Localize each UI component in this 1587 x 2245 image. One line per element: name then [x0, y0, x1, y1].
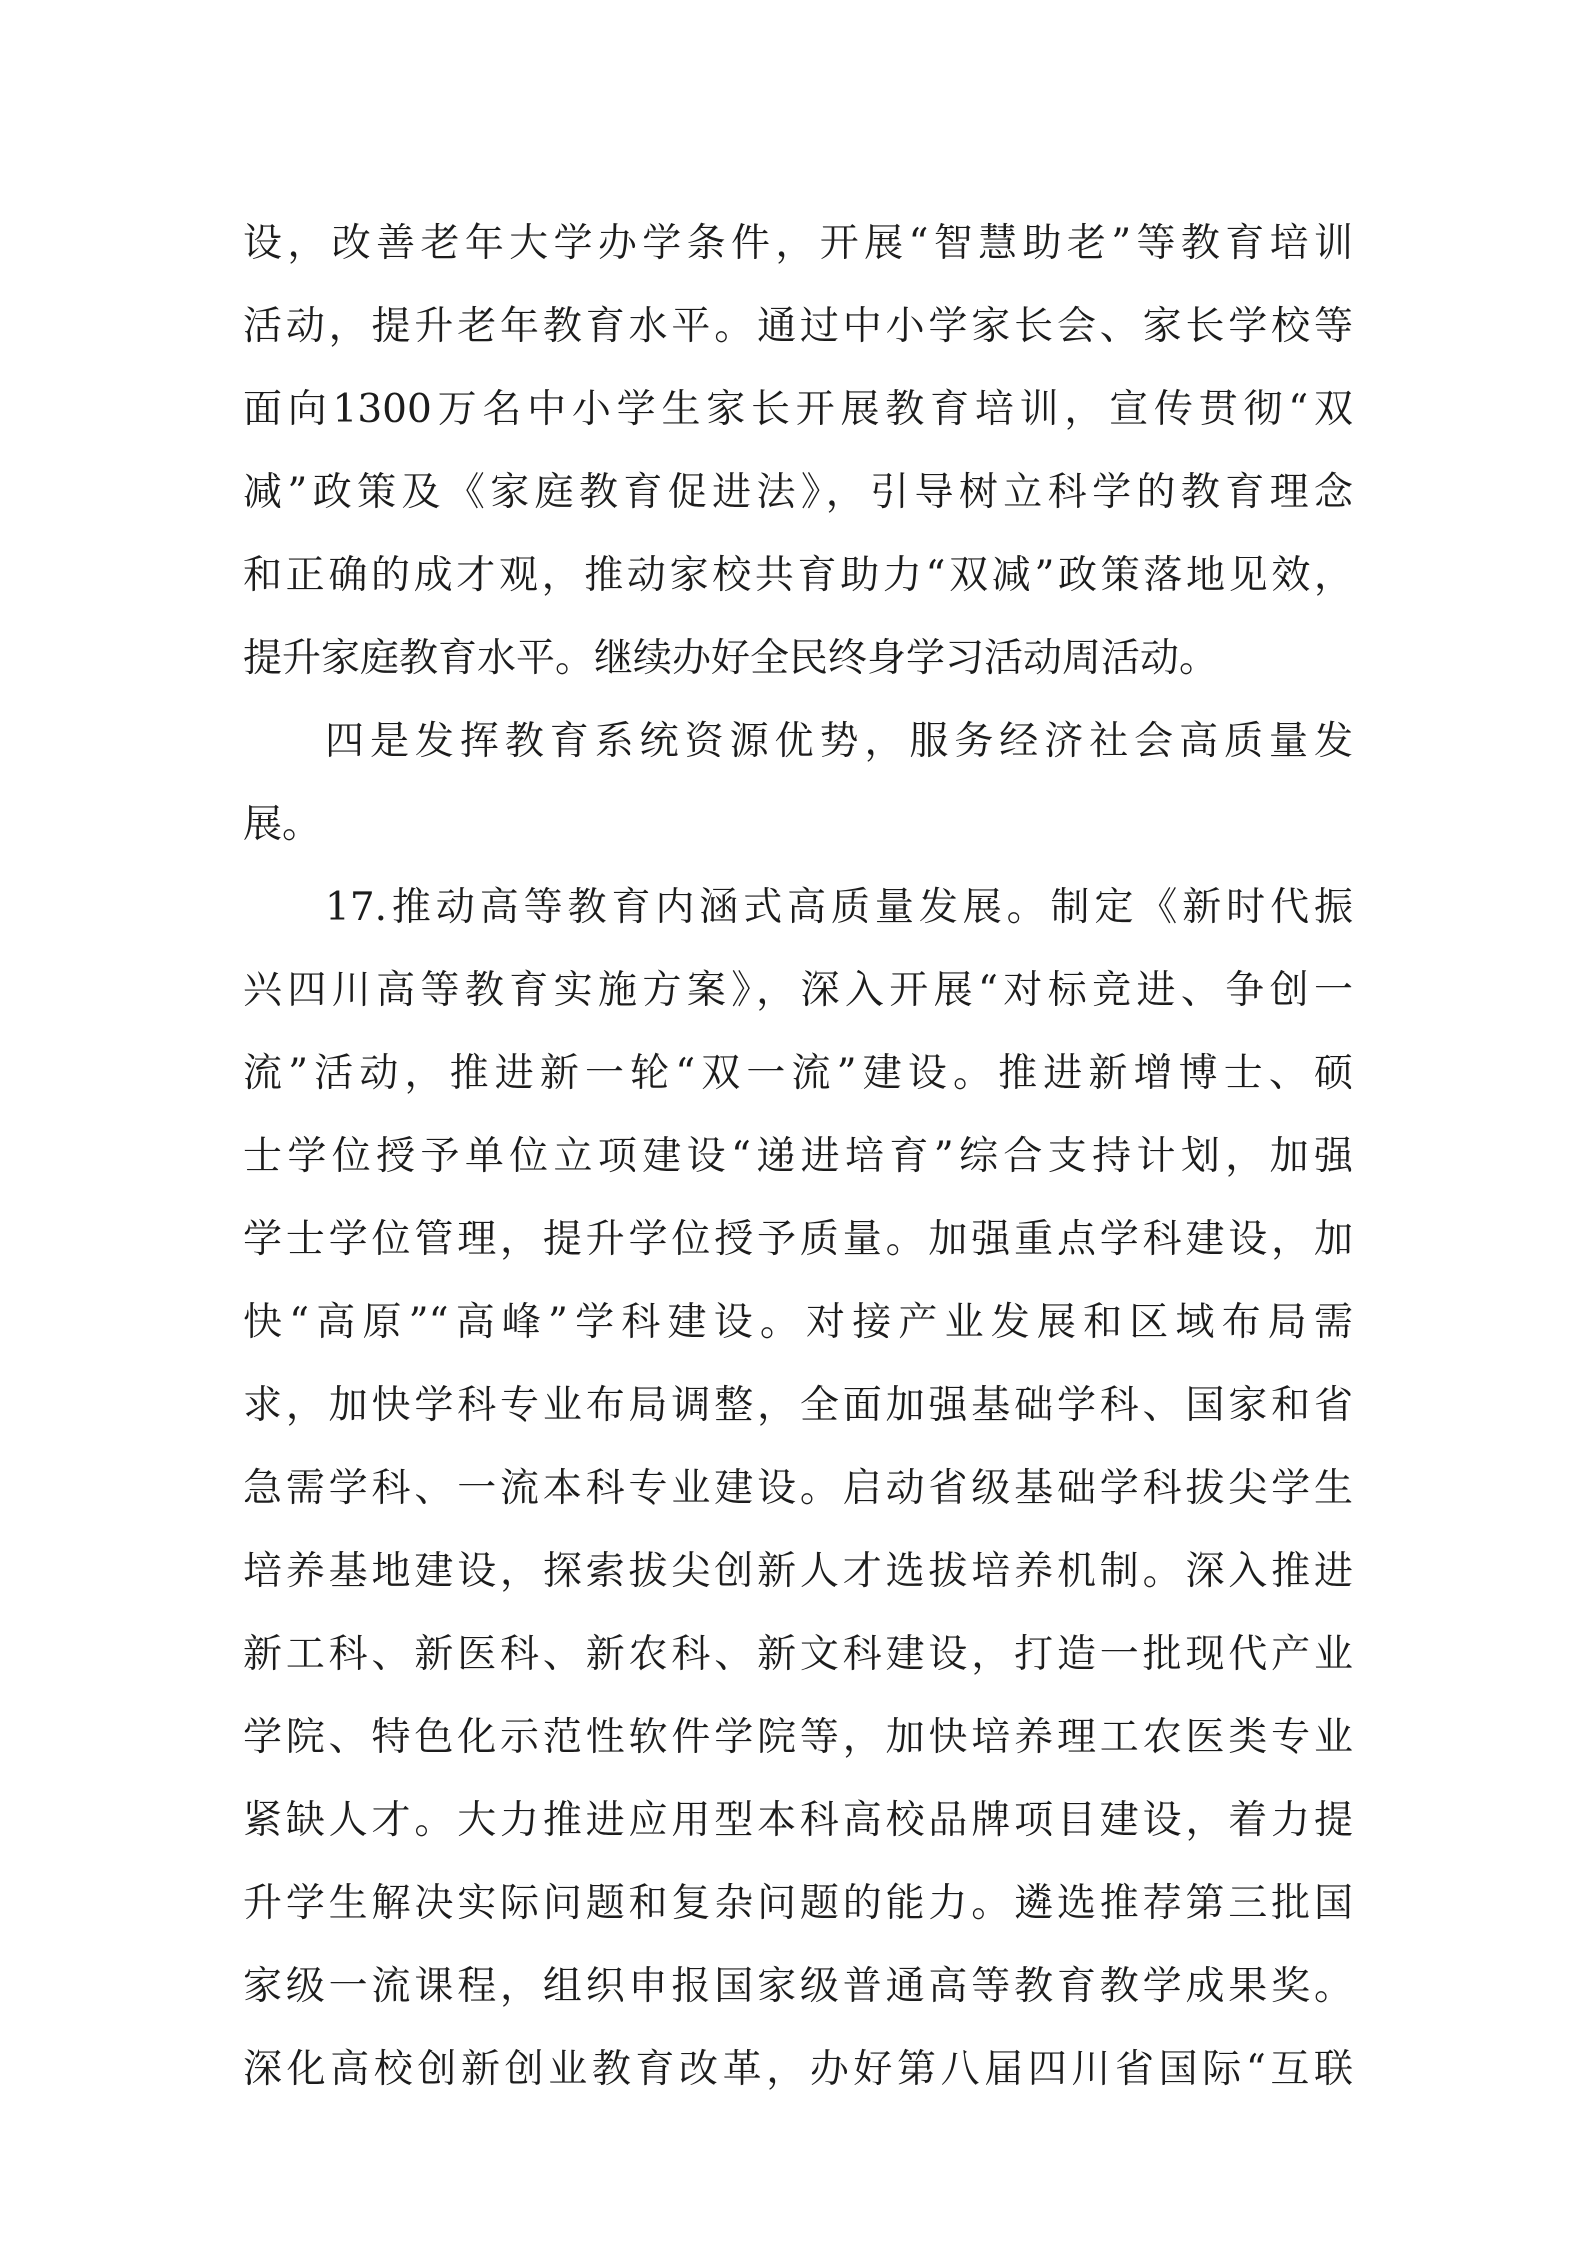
text-line-14: 快“高原”“高峰”学科建设。对接产业发展和区域布局需	[243, 1300, 1353, 1345]
text-line-4: 减”政策及《家庭教育促进法》，引导树立科学的教育理念	[243, 470, 1353, 515]
text-line-3: 面向1300万名中小学生家长开展教育培训，宣传贯彻“双	[243, 387, 1353, 432]
text-line-18: 新工科、新医科、新农科、新文科建设，打造一批现代产业	[243, 1632, 1353, 1677]
text-line-21: 升学生解决实际问题和复杂问题的能力。遴选推荐第三批国	[243, 1881, 1353, 1926]
text-line-11: 流”活动，推进新一轮“双一流”建设。推进新增博士、硕	[243, 1051, 1353, 1096]
text-line-6: 提升家庭教育水平。继续办好全民终身学习活动周活动。	[243, 636, 1219, 681]
text-line-22: 家级一流课程，组织申报国家级普通高等教育教学成果奖。	[243, 1964, 1353, 2009]
text-line-15: 求，加快学科专业布局调整，全面加强基础学科、国家和省	[243, 1383, 1353, 1428]
text-line-19: 学院、特色化示范性软件学院等，加快培养理工农医类专业	[243, 1715, 1353, 1760]
section-heading-line-2: 展。	[243, 802, 322, 847]
section-heading-line-1: 四是发挥教育系统资源优势，服务经济社会高质量发	[325, 719, 1353, 764]
text-line-10: 兴四川高等教育实施方案》，深入开展“对标竞进、争创一	[243, 968, 1353, 1013]
text-line-20: 紧缺人才。大力推进应用型本科高校品牌项目建设，着力提	[243, 1798, 1353, 1843]
text-line-13: 学士学位管理，提升学位授予质量。加强重点学科建设，加	[243, 1217, 1353, 1262]
text-line-2: 活动，提升老年教育水平。通过中小学家长会、家长学校等	[243, 304, 1353, 349]
text-line-5: 和正确的成才观，推动家校共育助力“双减”政策落地见效，	[243, 553, 1353, 598]
text-line-16: 急需学科、一流本科专业建设。启动省级基础学科拔尖学生	[243, 1466, 1353, 1511]
text-line-1: 设，改善老年大学办学条件，开展“智慧助老”等教育培训	[243, 221, 1353, 266]
text-line-17: 培养基地建设，探索拔尖创新人才选拔培养机制。深入推进	[243, 1549, 1353, 1594]
text-line-23: 深化高校创新创业教育改革，办好第八届四川省国际“互联	[243, 2047, 1353, 2092]
paragraph-17-line-1: 17.推动高等教育内涵式高质量发展。制定《新时代振	[325, 885, 1353, 930]
text-line-12: 士学位授予单位立项建设“递进培育”综合支持计划，加强	[243, 1134, 1353, 1179]
